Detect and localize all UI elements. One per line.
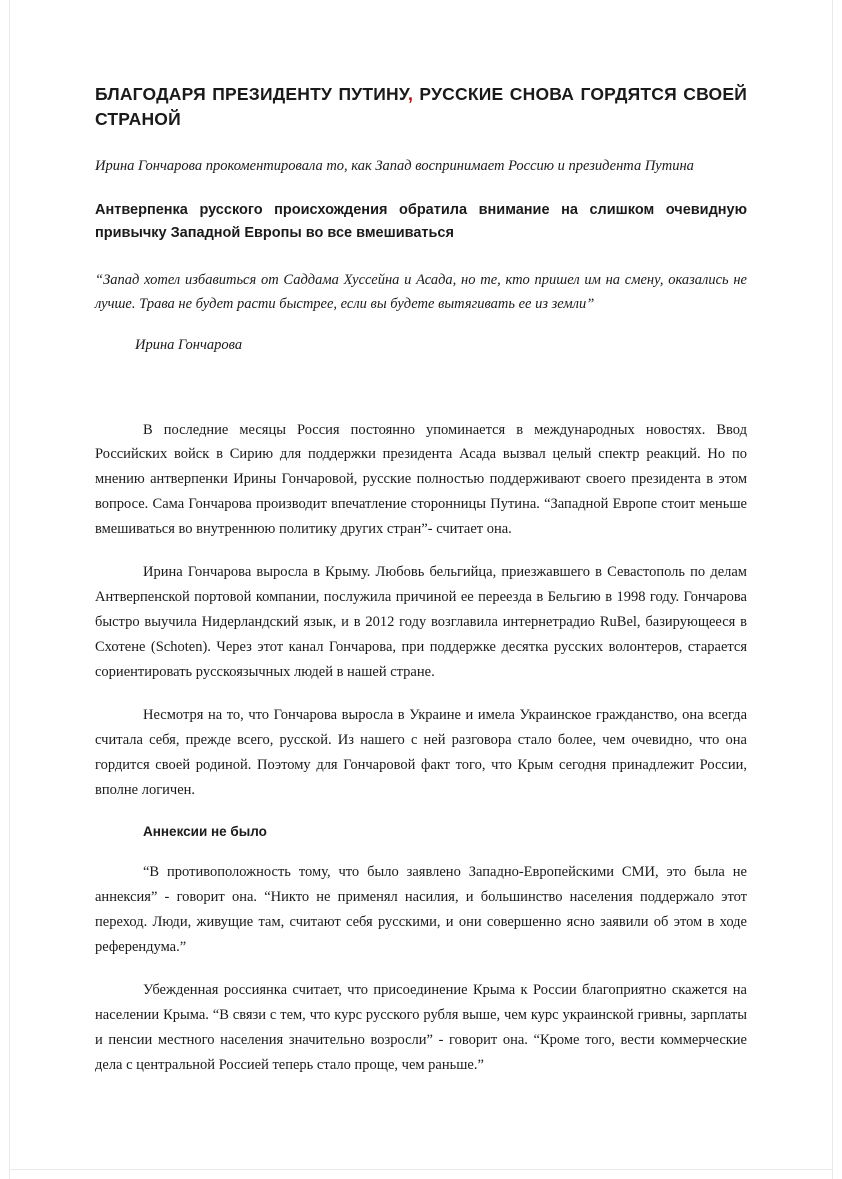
body-paragraph: Ирина Гончарова выросла в Крыму. Любовь бельгийца, приезжавшего в Севастополь по делам Антверпенской портовой компании, послужила причиной ее переезда в Бельгию в 1998 году. Гончарова быстро выучила Нидерландский язык, и в 2012 году возглавила интернетрадио RuBel, базирующееся в Схотене (Schoten). Через этот канал Гончарова, при поддержке десятка русских волонтеров, старается сориентировать русскоязычных людей в нашей стране. bbox=[95, 564, 747, 680]
article-deck: Ирина Гончарова прокоментировала то, как Запад воспринимает Россию и президента Путина bbox=[95, 157, 694, 174]
page-title bbox=[95, 82, 747, 133]
pull-quote-attribution: Ирина Гончарова bbox=[135, 337, 243, 354]
body-paragraph: Убежденная россиянка считает, что присоединение Крыма к России благоприятно скажется на населении Крыма. “В связи с тем, что курс русского рубля выше, чем курс украинской гривны, зарплаты и пенсии местного населения значительно возросли” - говорит она. “Кроме того, вести коммерческие дела с центральной Россией теперь стало проще, чем раньше.” bbox=[95, 981, 747, 1073]
page-title-comma: , bbox=[407, 84, 414, 104]
page-title-part-2: РУССКИЕ СНОВА ГОРДЯТСЯ СВОЕЙ СТРАНОЙ bbox=[95, 84, 747, 130]
page-title-part-1: БЛАГОДАРЯ ПРЕЗИДЕНТУ ПУТИНУ bbox=[95, 84, 408, 104]
page-border-right bbox=[832, 0, 833, 1179]
section-heading: Аннексии не было bbox=[143, 823, 267, 839]
body-paragraph: “В противоположность тому, что было заявлено Западно-Европейскими СМИ, это была не аннексия” - говорит она. “Никто не применял насилия, и большинство населения поддержало этот переход. Люди, живущие там, считают себя русскими, и они совершенно ясно заявили об этом в ходе референдума.” bbox=[95, 864, 747, 956]
page-border-left bbox=[9, 0, 10, 1179]
article-subheading: Антверпенка русского происхождения обратила внимание на слишком очевидную привычку Западной Европы во все вмешиваться bbox=[95, 202, 747, 242]
page-border-bottom bbox=[9, 1169, 833, 1170]
pull-quote: “Запад хотел избавиться от Саддама Хуссейна и Асада, но те, кто пришел им на смену, оказались не лучше. Трава не будет расти быстрее, если вы будете вытягивать ее из земли” bbox=[95, 271, 747, 312]
body-paragraph: Несмотря на то, что Гончарова выросла в Украине и имела Украинское гражданство, она всегда считала себя, прежде всего, русской. Из нашего с ней разговора стало более, чем очевидно, что она гордится своей родиной. Поэтому для Гончаровой факт того, что Крым сегодня принадлежит России, вполне логичен. bbox=[95, 706, 747, 798]
document-content bbox=[95, 82, 747, 1096]
body-paragraph: В последние месяцы Россия постоянно упоминается в международных новостях. Ввод Российских войск в Сирию для поддержки президента Асада вызвал целый спектр реакций. Но по мнению антверпенки Ирины Гончаровой, русские полностью поддерживают своего президента в этом вопросе. Сама Гончарова производит впечатление сторонницы Путина. “Западной Европе стоит меньше вмешиваться во внутреннюю политику других стран”- считает она. bbox=[95, 421, 747, 538]
